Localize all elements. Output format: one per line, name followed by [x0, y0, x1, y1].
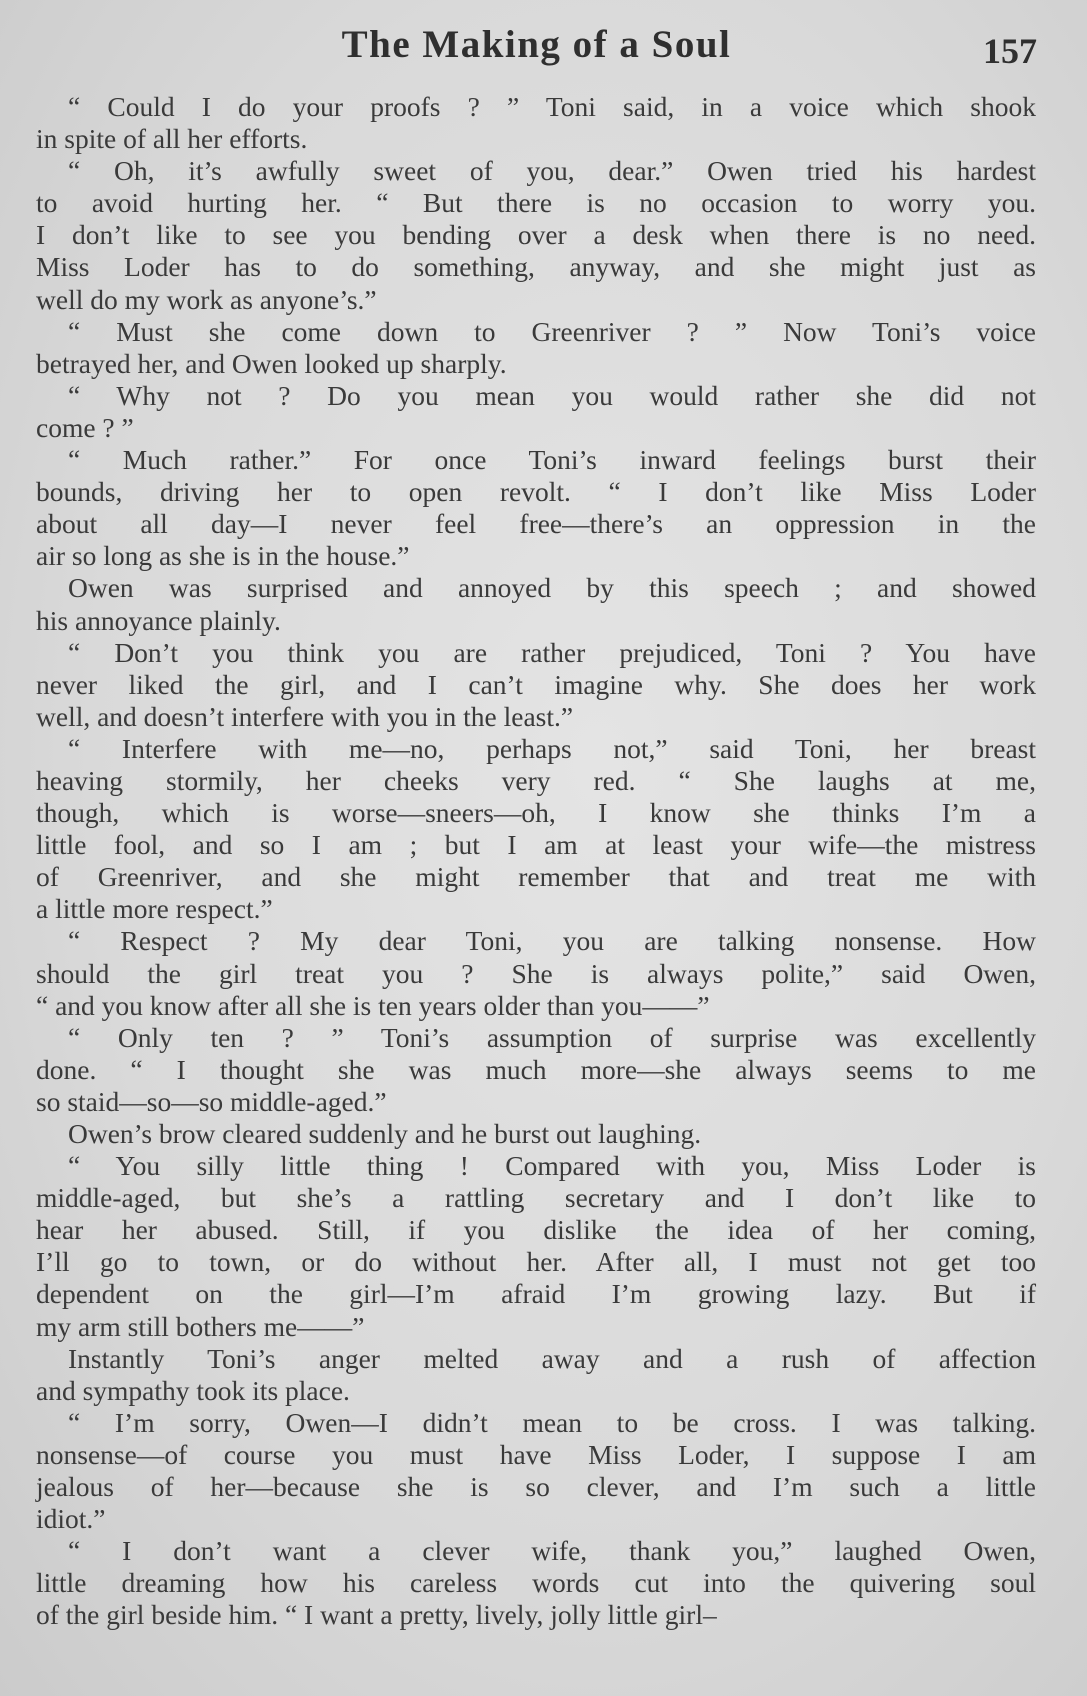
text-line: of the girl beside him. “ I want a pretty, lively, jolly little girl– — [36, 1599, 717, 1631]
text-line: bounds, driving her to open revolt. “ I don’t like Miss Loder — [36, 476, 1036, 508]
text-line: “ You silly little thing ! Compared with you, Miss Loder is — [68, 1150, 1036, 1182]
text-line: “ Only ten ? ” Toni’s assumption of surprise was excellently — [68, 1021, 1036, 1053]
text-line: little fool, and so I am ; but I am at least your wife—the mistress — [36, 829, 1036, 861]
text-line: idiot.” — [36, 1503, 106, 1535]
text-line: about all day—I never feel free—there’s an oppression in the — [36, 508, 1036, 540]
text-line: “ Respect ? My dear Toni, you are talking nonsense. How — [68, 925, 1036, 957]
text-line: jealous of her—because she is so clever, and I’m such a little — [36, 1471, 1036, 1503]
text-line: so staid—so—so middle-aged.” — [36, 1085, 387, 1117]
text-line: I’ll go to town, or do without her. After all, I must not get too — [36, 1246, 1036, 1278]
text-line: air so long as she is in the house.” — [36, 540, 410, 572]
running-title: The Making of a Soul — [341, 23, 732, 66]
text-line: of Greenriver, and she might remember that and treat me with — [36, 861, 1036, 893]
running-head — [36, 18, 1037, 78]
text-line: well do my work as anyone’s.” — [36, 283, 377, 315]
text-line: “ Oh, it’s awfully sweet of you, dear.” Owen tried his hardest — [68, 155, 1036, 187]
text-line: my arm still bothers me——” — [36, 1310, 365, 1342]
text-line: “ Don’t you think you are rather prejudiced, Toni ? You have — [68, 636, 1036, 668]
text-line: Instantly Toni’s anger melted away and a rush of affection — [68, 1342, 1036, 1374]
text-line: little dreaming how his careless words cut into the quivering soul — [36, 1567, 1036, 1599]
text-line: “ Much rather.” For once Toni’s inward feelings burst their — [68, 444, 1036, 476]
text-line: “ and you know after all she is ten years older than you——” — [36, 989, 710, 1021]
text-line: dependent on the girl—I’m afraid I’m growing lazy. But if — [36, 1278, 1036, 1310]
text-line: his annoyance plainly. — [36, 604, 281, 636]
text-line: Owen was surprised and annoyed by this speech ; and showed — [68, 572, 1036, 604]
text-line: middle-aged, but she’s a rattling secretary and I don’t like to — [36, 1182, 1036, 1214]
text-line: “ I’m sorry, Owen—I didn’t mean to be cross. I was talking. — [68, 1406, 1036, 1438]
text-line: done. “ I thought she was much more—she always seems to me — [36, 1053, 1036, 1085]
text-line: come ? ” — [36, 411, 134, 443]
text-line: Miss Loder has to do something, anyway, and she might just as — [36, 251, 1036, 283]
text-line: hear her abused. Still, if you dislike the idea of her coming, — [36, 1214, 1036, 1246]
text-line: never liked the girl, and I can’t imagine why. She does her work — [36, 668, 1036, 700]
text-line: a little more respect.” — [36, 893, 273, 925]
text-line: though, which is worse—sneers—oh, I know she thinks I’m a — [36, 797, 1036, 829]
text-line: betrayed her, and Owen looked up sharply. — [36, 347, 507, 379]
text-line: to avoid hurting her. “ But there is no occasion to worry you. — [36, 187, 1036, 219]
text-line: I don’t like to see you bending over a desk when there is no need. — [36, 219, 1036, 251]
page-number: 157 — [983, 31, 1037, 71]
text-line: and sympathy took its place. — [36, 1374, 350, 1406]
text-line: “ I don’t want a clever wife, thank you,” laughed Owen, — [68, 1535, 1036, 1567]
text-line: “ Could I do your proofs ? ” Toni said, in a voice which shook — [68, 91, 1036, 122]
text-line: nonsense—of course you must have Miss Loder, I suppose I am — [36, 1438, 1036, 1470]
text-line: “ Interfere with me—no, perhaps not,” said Toni, her breast — [68, 732, 1036, 764]
text-line: “ Must she come down to Greenriver ? ” Now Toni’s voice — [68, 315, 1036, 347]
text-line: in spite of all her efforts. — [36, 123, 308, 155]
text-line: heaving stormily, her cheeks very red. “ She laughs at me, — [36, 764, 1036, 796]
text-line: Owen’s brow cleared suddenly and he burst out laughing. — [68, 1118, 702, 1149]
text-line: well, and doesn’t interfere with you in the least.” — [36, 700, 574, 732]
text-line: should the girl treat you ? She is always polite,” said Owen, — [36, 957, 1036, 989]
body-text — [36, 91, 1036, 1632]
text-line: “ Why not ? Do you mean you would rather she did not — [68, 379, 1036, 411]
